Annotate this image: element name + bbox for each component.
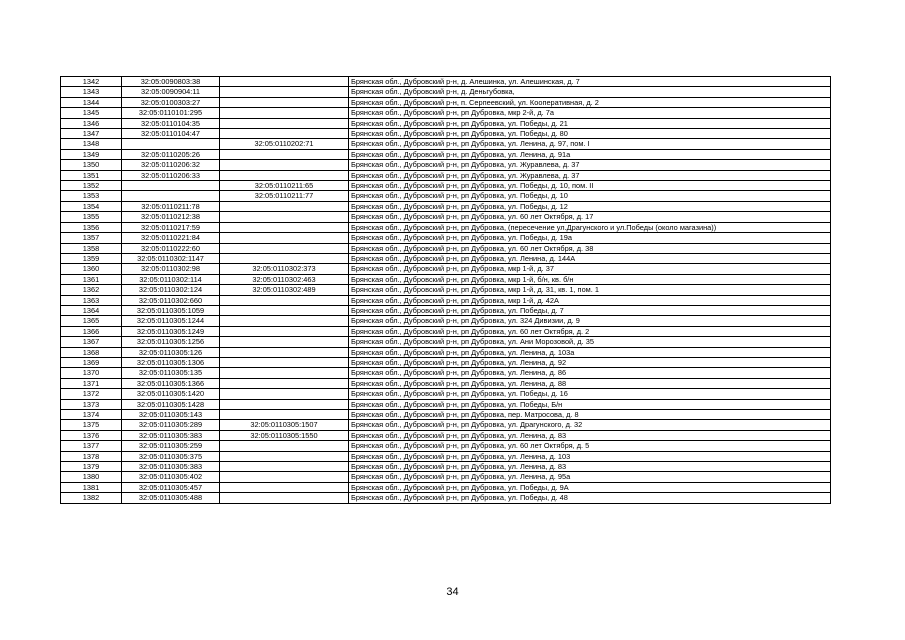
related-cadastral-number-cell xyxy=(220,316,349,326)
related-cadastral-number-cell xyxy=(220,337,349,347)
cadastral-number-cell: 32:05:0110305:143 xyxy=(122,410,220,420)
cadastral-number-cell: 32:05:0110305:402 xyxy=(122,472,220,482)
table-row xyxy=(61,97,831,107)
related-cadastral-number-cell xyxy=(220,160,349,170)
cadastral-number-cell: 32:05:0110206:32 xyxy=(122,160,220,170)
related-cadastral-number-cell xyxy=(220,170,349,180)
table-row xyxy=(61,201,831,211)
row-number-cell: 1364 xyxy=(61,305,122,315)
address-cell: Брянская обл., Дубровский р-н, рп Дубровка, ул. Ленина, д. 144А xyxy=(349,253,831,263)
cadastral-number-cell: 32:05:0110305:126 xyxy=(122,347,220,357)
table-row xyxy=(61,129,831,139)
table-row xyxy=(61,118,831,128)
address-cell: Брянская обл., Дубровский р-н, рп Дубровка, ул. Ленина, д. 103 xyxy=(349,451,831,461)
related-cadastral-number-cell xyxy=(220,482,349,492)
table-row xyxy=(61,357,831,367)
row-number-cell: 1342 xyxy=(61,77,122,87)
row-number-cell: 1357 xyxy=(61,233,122,243)
cadastral-number-cell: 32:05:0110305:1366 xyxy=(122,378,220,388)
cadastral-number-cell: 32:05:0110305:488 xyxy=(122,493,220,503)
related-cadastral-number-cell xyxy=(220,441,349,451)
table-row xyxy=(61,493,831,503)
row-number-cell: 1369 xyxy=(61,357,122,367)
address-cell: Брянская обл., Дубровский р-н, рп Дубровка, ул. 60 лет Октября, д. 17 xyxy=(349,212,831,222)
row-number-cell: 1360 xyxy=(61,264,122,274)
row-number-cell: 1358 xyxy=(61,243,122,253)
related-cadastral-number-cell xyxy=(220,118,349,128)
related-cadastral-number-cell xyxy=(220,326,349,336)
address-cell: Брянская обл., Дубровский р-н, рп Дубровка, ул. Ленина, д. 92 xyxy=(349,357,831,367)
table-row xyxy=(61,410,831,420)
table-row xyxy=(61,378,831,388)
related-cadastral-number-cell xyxy=(220,233,349,243)
cadastral-number-cell: 32:05:0110302:1147 xyxy=(122,253,220,263)
related-cadastral-number-cell xyxy=(220,201,349,211)
cadastral-number-cell: 32:05:0110302:114 xyxy=(122,274,220,284)
cadastral-number-cell: 32:05:0110305:383 xyxy=(122,462,220,472)
table-row xyxy=(61,399,831,409)
table-row xyxy=(61,253,831,263)
related-cadastral-number-cell xyxy=(220,87,349,97)
registry-table-body xyxy=(61,77,831,504)
page-number: 34 xyxy=(446,586,459,598)
table-row xyxy=(61,77,831,87)
table-row xyxy=(61,243,831,253)
row-number-cell: 1359 xyxy=(61,253,122,263)
table-row xyxy=(61,368,831,378)
address-cell: Брянская обл., Дубровский р-н, рп Дубровка, ул. Ленина, д. 103а xyxy=(349,347,831,357)
table-row xyxy=(61,326,831,336)
address-cell: Брянская обл., Дубровский р-н, рп Дубровка, ул. Ленина, д. 83 xyxy=(349,462,831,472)
table-row xyxy=(61,285,831,295)
row-number-cell: 1371 xyxy=(61,378,122,388)
address-cell: Брянская обл., Дубровский р-н, рп Дубровка, ул. Ленина, д. 86 xyxy=(349,368,831,378)
table-row xyxy=(61,233,831,243)
address-cell: Брянская обл., Дубровский р-н, рп Дубровка, ул. Ленина, д. 83 xyxy=(349,430,831,440)
row-number-cell: 1346 xyxy=(61,118,122,128)
table-row xyxy=(61,108,831,118)
related-cadastral-number-cell xyxy=(220,253,349,263)
address-cell: Брянская обл., Дубровский р-н, рп Дубровка, ул. 60 лет Октября, д. 5 xyxy=(349,441,831,451)
related-cadastral-number-cell xyxy=(220,472,349,482)
row-number-cell: 1353 xyxy=(61,191,122,201)
cadastral-number-cell: 32:05:0110305:383 xyxy=(122,430,220,440)
cadastral-number-cell: 32:05:0110305:1244 xyxy=(122,316,220,326)
cadastral-number-cell: 32:05:0110305:1428 xyxy=(122,399,220,409)
related-cadastral-number-cell: 32:05:0110302:373 xyxy=(220,264,349,274)
related-cadastral-number-cell xyxy=(220,462,349,472)
cadastral-number-cell: 32:05:0110305:1420 xyxy=(122,389,220,399)
row-number-cell: 1375 xyxy=(61,420,122,430)
cadastral-number-cell: 32:05:0110104:35 xyxy=(122,118,220,128)
cadastral-number-cell xyxy=(122,139,220,149)
related-cadastral-number-cell: 32:05:0110302:489 xyxy=(220,285,349,295)
row-number-cell: 1351 xyxy=(61,170,122,180)
row-number-cell: 1344 xyxy=(61,97,122,107)
row-number-cell: 1372 xyxy=(61,389,122,399)
address-cell: Брянская обл., Дубровский р-н, рп Дубровка, ул. Победы, д. 21 xyxy=(349,118,831,128)
cadastral-number-cell: 32:05:0110305:1249 xyxy=(122,326,220,336)
related-cadastral-number-cell xyxy=(220,493,349,503)
address-cell: Брянская обл., Дубровский р-н, рп Дубровка, ул. Победы, д. 80 xyxy=(349,129,831,139)
row-number-cell: 1368 xyxy=(61,347,122,357)
address-cell: Брянская обл., Дубровский р-н, рп Дубровка, ул. Победы, Б/н xyxy=(349,399,831,409)
address-cell: Брянская обл., Дубровский р-н, рп Дубровка, ул. Победы, д. 7 xyxy=(349,305,831,315)
table-row xyxy=(61,139,831,149)
cadastral-number-cell: 32:05:0110221:84 xyxy=(122,233,220,243)
row-number-cell: 1345 xyxy=(61,108,122,118)
row-number-cell: 1379 xyxy=(61,462,122,472)
related-cadastral-number-cell xyxy=(220,357,349,367)
related-cadastral-number-cell xyxy=(220,129,349,139)
address-cell: Брянская обл., Дубровский р-н, рп Дубровка, мкр 1-й, д. 37 xyxy=(349,264,831,274)
row-number-cell: 1354 xyxy=(61,201,122,211)
row-number-cell: 1373 xyxy=(61,399,122,409)
address-cell: Брянская обл., Дубровский р-н, рп Дубровка, пер. Матросова, д. 8 xyxy=(349,410,831,420)
cadastral-number-cell: 32:05:0110302:124 xyxy=(122,285,220,295)
table-row xyxy=(61,482,831,492)
table-row xyxy=(61,295,831,305)
address-cell: Брянская обл., Дубровский р-н, рп Дубровка, ул. Победы, д. 48 xyxy=(349,493,831,503)
table-row xyxy=(61,274,831,284)
row-number-cell: 1361 xyxy=(61,274,122,284)
row-number-cell: 1349 xyxy=(61,149,122,159)
address-cell: Брянская обл., Дубровский р-н, рп Дубровка, ул. Ленина, д. 91а xyxy=(349,149,831,159)
address-cell: Брянская обл., Дубровский р-н, рп Дубровка, ул. Победы, д. 10, пом. II xyxy=(349,181,831,191)
table-row xyxy=(61,472,831,482)
related-cadastral-number-cell: 32:05:0110305:1550 xyxy=(220,430,349,440)
registry-table xyxy=(60,76,831,504)
address-cell: Брянская обл., Дубровский р-н, рп Дубровка, мкр 1-й, б/н, кв. б/н xyxy=(349,274,831,284)
cadastral-number-cell: 32:05:0110302:98 xyxy=(122,264,220,274)
row-number-cell: 1356 xyxy=(61,222,122,232)
row-number-cell: 1366 xyxy=(61,326,122,336)
cadastral-number-cell: 32:05:0110305:375 xyxy=(122,451,220,461)
table-row xyxy=(61,149,831,159)
address-cell: Брянская обл., Дубровский р-н, рп Дубровка, ул. Победы, д. 9А xyxy=(349,482,831,492)
address-cell: Брянская обл., Дубровский р-н, рп Дубровка, ул. Ленина, д. 95а xyxy=(349,472,831,482)
row-number-cell: 1355 xyxy=(61,212,122,222)
address-cell: Брянская обл., Дубровский р-н, рп Дубровка, ул. Ленина, д. 97, пом. I xyxy=(349,139,831,149)
address-cell: Брянская обл., Дубровский р-н, д. Деньгубовка, xyxy=(349,87,831,97)
cadastral-number-cell: 32:05:0110305:289 xyxy=(122,420,220,430)
address-cell: Брянская обл., Дубровский р-н, д. Алешинка, ул. Алешинская, д. 7 xyxy=(349,77,831,87)
table-row xyxy=(61,160,831,170)
row-number-cell: 1362 xyxy=(61,285,122,295)
table-row xyxy=(61,305,831,315)
related-cadastral-number-cell xyxy=(220,149,349,159)
address-cell: Брянская обл., Дубровский р-н, рп Дубровка, ул. Ленина, д. 88 xyxy=(349,378,831,388)
row-number-cell: 1370 xyxy=(61,368,122,378)
cadastral-number-cell: 32:05:0110104:47 xyxy=(122,129,220,139)
cadastral-number-cell: 32:05:0110205:26 xyxy=(122,149,220,159)
table-row xyxy=(61,430,831,440)
address-cell: Брянская обл., Дубровский р-н, рп Дубровка, ул. Ани Морозовой, д. 35 xyxy=(349,337,831,347)
cadastral-number-cell: 32:05:0090904:11 xyxy=(122,87,220,97)
address-cell: Брянская обл., Дубровский р-н, рп Дубровка, ул. Журавлева, д. 37 xyxy=(349,160,831,170)
cadastral-number-cell: 32:05:0110305:1059 xyxy=(122,305,220,315)
row-number-cell: 1343 xyxy=(61,87,122,97)
related-cadastral-number-cell: 32:05:0110202:71 xyxy=(220,139,349,149)
address-cell: Брянская обл., Дубровский р-н, рп Дубровка, мкр 1-й, д. 31, кв. 1, пом. 1 xyxy=(349,285,831,295)
cadastral-number-cell: 32:05:0110212:38 xyxy=(122,212,220,222)
related-cadastral-number-cell xyxy=(220,305,349,315)
table-row xyxy=(61,420,831,430)
address-cell: Брянская обл., Дубровский р-н, рп Дубровка, ул. Победы, д. 19а xyxy=(349,233,831,243)
address-cell: Брянская обл., Дубровский р-н, рп Дубровка, ул. 324 Дивизии, д. 9 xyxy=(349,316,831,326)
related-cadastral-number-cell xyxy=(220,410,349,420)
row-number-cell: 1376 xyxy=(61,430,122,440)
table-row xyxy=(61,316,831,326)
related-cadastral-number-cell xyxy=(220,347,349,357)
address-cell: Брянская обл., Дубровский р-н, рп Дубровка, ул. 60 лет Октября, д. 2 xyxy=(349,326,831,336)
table-row xyxy=(61,87,831,97)
row-number-cell: 1367 xyxy=(61,337,122,347)
cadastral-number-cell: 32:05:0100303:27 xyxy=(122,97,220,107)
address-cell: Брянская обл., Дубровский р-н, рп Дубровка, ул. 60 лет Октября, д. 38 xyxy=(349,243,831,253)
address-cell: Брянская обл., Дубровский р-н, рп Дубровка, (пересечение ул.Драгунского и ул.Победы (около магазина)) xyxy=(349,222,831,232)
cadastral-number-cell: 32:05:0110305:135 xyxy=(122,368,220,378)
cadastral-number-cell: 32:05:0110305:457 xyxy=(122,482,220,492)
row-number-cell: 1378 xyxy=(61,451,122,461)
related-cadastral-number-cell xyxy=(220,222,349,232)
related-cadastral-number-cell: 32:05:0110305:1507 xyxy=(220,420,349,430)
cadastral-number-cell: 32:05:0110222:60 xyxy=(122,243,220,253)
address-cell: Брянская обл., Дубровский р-н, рп Дубровка, мкр 1-й, д. 42А xyxy=(349,295,831,305)
cadastral-number-cell: 32:05:0110305:1256 xyxy=(122,337,220,347)
related-cadastral-number-cell xyxy=(220,77,349,87)
cadastral-number-cell xyxy=(122,191,220,201)
row-number-cell: 1374 xyxy=(61,410,122,420)
row-number-cell: 1350 xyxy=(61,160,122,170)
row-number-cell: 1380 xyxy=(61,472,122,482)
row-number-cell: 1348 xyxy=(61,139,122,149)
row-number-cell: 1365 xyxy=(61,316,122,326)
cadastral-number-cell: 32:05:0110305:259 xyxy=(122,441,220,451)
table-row xyxy=(61,170,831,180)
related-cadastral-number-cell xyxy=(220,108,349,118)
table-row xyxy=(61,347,831,357)
cadastral-number-cell: 32:05:0110206:33 xyxy=(122,170,220,180)
table-row xyxy=(61,441,831,451)
row-number-cell: 1363 xyxy=(61,295,122,305)
related-cadastral-number-cell xyxy=(220,243,349,253)
row-number-cell: 1381 xyxy=(61,482,122,492)
table-row xyxy=(61,389,831,399)
row-number-cell: 1377 xyxy=(61,441,122,451)
related-cadastral-number-cell: 32:05:0110211:77 xyxy=(220,191,349,201)
cadastral-number-cell: 32:05:0110211:78 xyxy=(122,201,220,211)
table-row xyxy=(61,462,831,472)
related-cadastral-number-cell: 32:05:0110302:463 xyxy=(220,274,349,284)
cadastral-number-cell: 32:05:0110217:59 xyxy=(122,222,220,232)
table-row xyxy=(61,337,831,347)
related-cadastral-number-cell xyxy=(220,295,349,305)
related-cadastral-number-cell xyxy=(220,97,349,107)
table-row xyxy=(61,181,831,191)
table-row xyxy=(61,222,831,232)
row-number-cell: 1382 xyxy=(61,493,122,503)
address-cell: Брянская обл., Дубровский р-н, рп Дубровка, ул. Победы, д. 16 xyxy=(349,389,831,399)
address-cell: Брянская обл., Дубровский р-н, рп Дубровка, ул. Журавлева, д. 37 xyxy=(349,170,831,180)
related-cadastral-number-cell xyxy=(220,389,349,399)
row-number-cell: 1347 xyxy=(61,129,122,139)
cadastral-number-cell: 32:05:0110101:295 xyxy=(122,108,220,118)
related-cadastral-number-cell xyxy=(220,399,349,409)
table-row xyxy=(61,264,831,274)
address-cell: Брянская обл., Дубровский р-н, рп Дубровка, ул. Драгунского, д. 32 xyxy=(349,420,831,430)
related-cadastral-number-cell xyxy=(220,212,349,222)
cadastral-number-cell: 32:05:0110305:1306 xyxy=(122,357,220,367)
related-cadastral-number-cell: 32:05:0110211:65 xyxy=(220,181,349,191)
cadastral-number-cell: 32:05:0110302:660 xyxy=(122,295,220,305)
address-cell: Брянская обл., Дубровский р-н, рп Дубровка, ул. Победы, д. 10 xyxy=(349,191,831,201)
address-cell: Брянская обл., Дубровский р-н, рп Дубровка, мкр 2-й, д. 7а xyxy=(349,108,831,118)
address-cell: Брянская обл., Дубровский р-н, п. Серпеевский, ул. Кооперативная, д. 2 xyxy=(349,97,831,107)
address-cell: Брянская обл., Дубровский р-н, рп Дубровка, ул. Победы, д. 12 xyxy=(349,201,831,211)
table-row xyxy=(61,451,831,461)
cadastral-number-cell: 32:05:0090803:38 xyxy=(122,77,220,87)
related-cadastral-number-cell xyxy=(220,368,349,378)
table-row xyxy=(61,212,831,222)
related-cadastral-number-cell xyxy=(220,378,349,388)
row-number-cell: 1352 xyxy=(61,181,122,191)
table-row xyxy=(61,191,831,201)
cadastral-number-cell xyxy=(122,181,220,191)
related-cadastral-number-cell xyxy=(220,451,349,461)
